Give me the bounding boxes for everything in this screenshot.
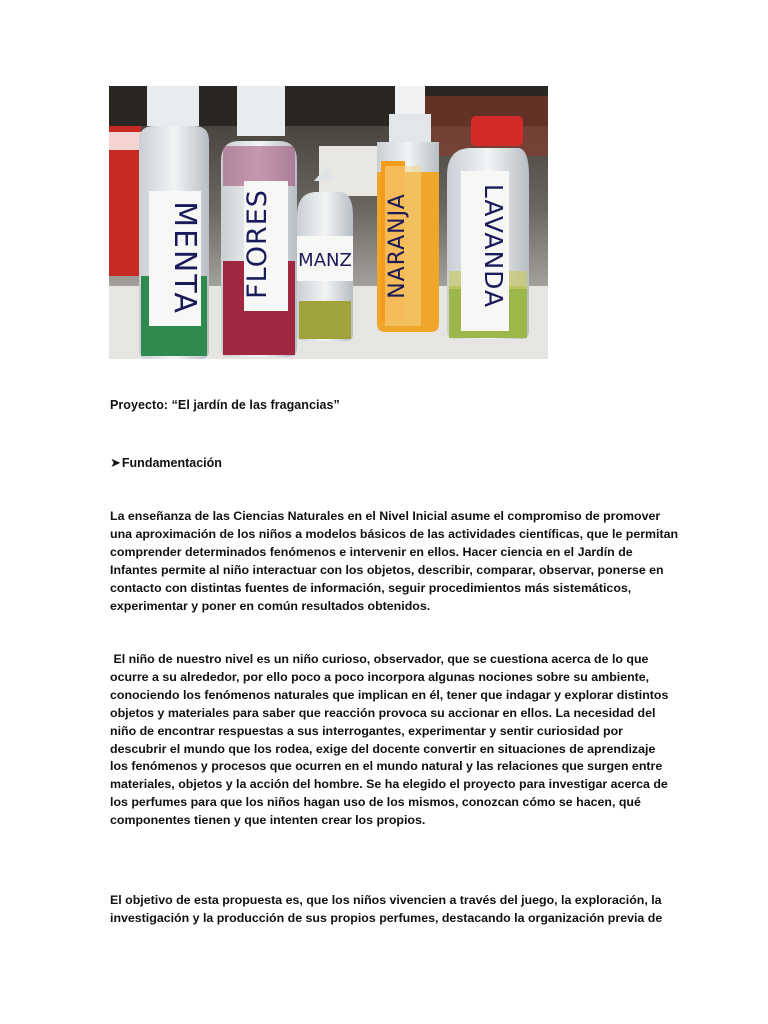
paragraph-line: ocurre a su alrededor, por ello poco a poco incorpora algunas nociones sobre su ambiente, bbox=[110, 669, 650, 684]
bottle-menta bbox=[139, 86, 209, 359]
paragraph-2 bbox=[110, 651, 669, 830]
paragraph-1 bbox=[110, 508, 679, 615]
bottles-photo bbox=[109, 86, 548, 359]
paragraph-line: El niño de nuestro nivel es un niño curioso, observador, que se cuestiona acerca de lo que bbox=[110, 652, 649, 666]
paragraph-line: contacto con distintas fuentes de información, seguir procedimientos más sistemáticos, bbox=[110, 580, 632, 595]
paragraph-line: comprender determinados fenómenos e intervenir en ellos. Hacer ciencia en el Jardín de bbox=[110, 544, 633, 559]
paragraph-line: El objetivo de esta propuesta es, que los niños vivencien a través del juego, la exploración, la bbox=[110, 893, 662, 907]
arrow-bullet-icon: ➤ bbox=[110, 455, 121, 470]
paragraph-line: investigación y la producción de sus propios perfumes, destacando la organización previa de bbox=[110, 910, 663, 925]
paragraph-line: una aproximación de los niños a modelos básicos de las actividades científicas, que le permitan bbox=[110, 526, 679, 541]
paragraph-3 bbox=[110, 892, 663, 928]
paragraph-line: componentes tienen y que intenten crear los propios. bbox=[110, 813, 426, 828]
section-heading bbox=[110, 455, 222, 471]
bottle-label-flores: FLORES bbox=[242, 189, 273, 299]
section-heading-text: Fundamentación bbox=[121, 456, 222, 470]
paragraph-line: materiales, objetos y la acción del hombre. Se ha elegido el proyecto para investigar acerca de bbox=[110, 777, 668, 792]
paragraph-line: los perfumes para que los niños hagan uso de los mismos, conozcan cómo se hacen, qué bbox=[110, 795, 641, 810]
paragraph-line: conociendo los fenómenos naturales que implican en él, tener que indagar y explorar distintos bbox=[110, 687, 669, 702]
paragraph-line: niño de encontrar respuestas a sus interrogantes, experimentar y sentir curiosidad por bbox=[110, 723, 623, 738]
bottle-label-manzana: MANZ bbox=[298, 250, 352, 271]
project-title: Proyecto: “El jardín de las fragancias” bbox=[110, 398, 340, 412]
paragraph-line: descubrir el mundo que los rodea, exige del docente convertir en situaciones de aprendizaje bbox=[110, 741, 656, 756]
paragraph-line: experimentar y poner en común resultados obtenidos. bbox=[110, 598, 431, 613]
paragraph-line: La enseñanza de las Ciencias Naturales en el Nivel Inicial asume el compromiso de promover bbox=[110, 509, 661, 523]
paragraph-line: los fenómenos y procesos que ocurren en el mundo natural y las relaciones que surgen entre bbox=[110, 759, 663, 774]
bottle-label-lavanda: LAVANDA bbox=[479, 183, 508, 309]
paragraph-line: Infantes permite al niño interactuar con los objetos, describir, comparar, observar, ponerse en bbox=[110, 562, 664, 577]
paragraph-line: objetos y materiales para saber que reacción provoca su accionar en ellos. La necesidad del bbox=[110, 705, 656, 720]
bottle-label-menta: MENTA bbox=[167, 201, 202, 315]
bottle-label-naranja: NARANJA bbox=[385, 193, 410, 299]
